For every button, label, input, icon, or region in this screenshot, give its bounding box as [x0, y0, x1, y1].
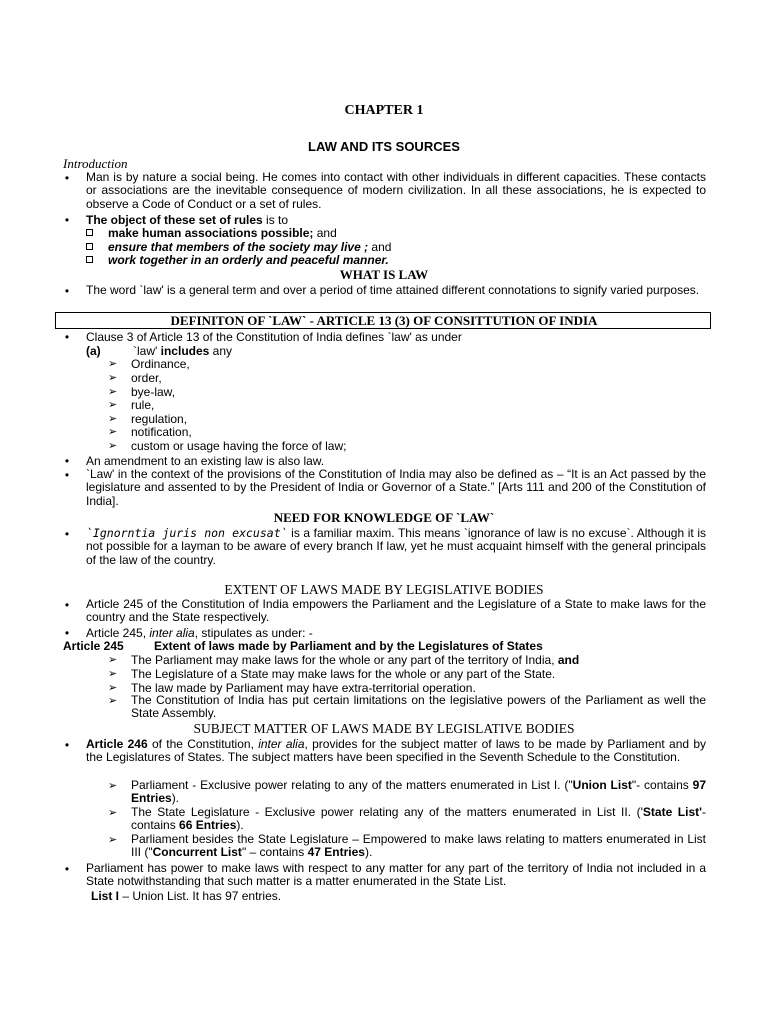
- article-245-inter-alia: [86, 626, 313, 640]
- list-power-item: [131, 833, 706, 860]
- item-b: State List': [642, 805, 702, 819]
- article-246-paragraph: [86, 738, 706, 765]
- bullet-icon: •: [64, 284, 70, 298]
- sub-a-bold: includes: [160, 344, 210, 358]
- list-power-item: [131, 779, 706, 806]
- arrow-bullet-icon: ➢: [108, 371, 118, 384]
- sub-a-post: any: [209, 344, 233, 358]
- clause-line: Clause 3 of Article 13 of the Constitution of India defines `law' as under: [86, 330, 462, 344]
- arrow-bullet-icon: ➢: [108, 806, 118, 819]
- art246-italic: inter alia: [258, 737, 305, 751]
- arrow-bullet-icon: ➢: [108, 412, 118, 425]
- bullet-icon: •: [64, 626, 70, 640]
- article-245-label: Article 245: [63, 639, 124, 653]
- checkbox-bullet-icon: [86, 226, 94, 234]
- item-c: " – contains: [241, 845, 308, 860]
- arrow-bullet-icon: ➢: [108, 681, 118, 694]
- object-line: [86, 213, 288, 227]
- inter-italic: inter alia: [149, 626, 195, 640]
- list-i-line: [91, 889, 281, 903]
- list-power-item: [131, 806, 706, 833]
- maxim-paragraph: [86, 527, 706, 567]
- inter-post: , stipulates as under: -: [194, 626, 313, 640]
- arrow-bullet-icon: ➢: [108, 779, 118, 792]
- bullet-icon: •: [64, 862, 70, 876]
- item-a: Parliament besides the State Legislature – Empowered to make laws relating to matters enumerated in List III (": [131, 832, 706, 860]
- item-text: The Parliament may make laws for the whole or any part of the territory of India,: [131, 653, 558, 667]
- article-245-title: Extent of laws made by Parliament and by the Legislatures of States: [154, 639, 543, 653]
- need-knowledge-heading: NEED FOR KNOWLEDGE OF `LAW`: [273, 510, 495, 525]
- bullet-icon: •: [64, 171, 70, 185]
- object-item-rest: and: [368, 240, 392, 254]
- item-e: ).: [236, 818, 244, 833]
- object-rest: is to: [262, 213, 289, 227]
- intro-heading: Introduction: [63, 156, 128, 171]
- parliament-power-paragraph: Parliament has power to make laws with respect to any matter for any part of the territory of India not included in a State notwithstanding that such matter is a matter enumerated in the State List.: [86, 861, 706, 889]
- item-d: 97 Entries: [131, 778, 706, 806]
- maxim-italic: `Ignorntia juris non excusat`: [86, 526, 288, 540]
- item-a: Parliament - Exclusive power relating to any of the matters enumerated in List I. (": [131, 778, 573, 792]
- object-item: [108, 226, 337, 240]
- bullet-icon: •: [64, 454, 70, 468]
- arrow-bullet-icon: ➢: [108, 833, 118, 846]
- law-item: custom or usage having the force of law;: [131, 439, 347, 453]
- article-245-item: [131, 653, 579, 667]
- sub-a-line: [133, 344, 232, 358]
- arrow-bullet-icon: ➢: [108, 385, 118, 398]
- bullet-icon: •: [64, 468, 70, 482]
- art246-a: of the Constitution,: [147, 737, 259, 751]
- definition-heading: DEFINITON OF `LAW` - ARTICLE 13 (3) OF CONSITTUTION OF INDIA: [170, 313, 598, 328]
- item-d: 47 Entries: [307, 845, 365, 860]
- art246-b: , provides for the subject matter of laws to be made by Parliament and by the Legislatures of States. The subject matters have been specified in the Seventh Schedule to the Constitution.: [86, 737, 706, 765]
- law-item: Ordinance,: [131, 357, 190, 371]
- law-item: regulation,: [131, 412, 188, 426]
- item-e: ).: [364, 845, 373, 860]
- chapter-number: CHAPTER 1: [344, 103, 424, 118]
- arrow-bullet-icon: ➢: [108, 357, 118, 370]
- amendment-line: An amendment to an existing law is also law.: [86, 454, 325, 468]
- subject-matter-heading: SUBJECT MATTER OF LAWS MADE BY LEGISLATIVE BODIES: [193, 721, 575, 736]
- item-b: Concurrent List: [152, 845, 242, 860]
- law-context-paragraph: `Law' in the context of the provisions of the Constitution of India may also be defined as – “It is an Act passed by the legislature and assented to by the President of India or Governor of a State.” [Arts 111 and 200 of the Constitution of India].: [86, 467, 706, 508]
- item-c: "- contains: [631, 778, 693, 792]
- bullet-icon: •: [64, 213, 70, 227]
- object-item-bold-italic: work together in an orderly and peaceful manner.: [108, 253, 389, 267]
- arrow-bullet-icon: ➢: [108, 694, 118, 707]
- bullet-icon: •: [64, 738, 70, 752]
- article-245-item: The law made by Parliament may have extra-territorial operation.: [131, 681, 476, 695]
- article-245-item: The Legislature of a State may make laws for the whole or any part of the State.: [131, 667, 556, 681]
- object-item-rest: and: [313, 226, 337, 240]
- list-i-rest: – Union List. It has 97 entries.: [119, 889, 282, 903]
- bullet-icon: •: [64, 527, 70, 541]
- article-245-item: The Constitution of India has put certain limitations on the legislative powers of the Parliament as well the State Assembly.: [131, 693, 706, 721]
- object-item-bold: make human associations possible;: [108, 226, 314, 240]
- extent-heading: EXTENT OF LAWS MADE BY LEGISLATIVE BODIES: [224, 582, 544, 597]
- law-item: rule,: [131, 398, 155, 412]
- checkbox-bullet-icon: [86, 253, 94, 261]
- bullet-icon: •: [64, 330, 70, 344]
- object-item-bold-italic: ensure that members of the society may live ;: [108, 240, 369, 254]
- inter-pre: Article 245,: [86, 626, 150, 640]
- object-item: [108, 253, 389, 267]
- maxim-rest: is a familiar maxim. This means `ignorance of law is no excuse`. Although it is not possible for a layman to be aware of every branch If law, yet he must acquaint himself with the general principals of the law of the country.: [86, 526, 706, 567]
- item-a: The State Legislature - Exclusive power relating any of the matters enumerated in List II. (': [131, 805, 643, 819]
- object-bold: The object of these set of rules: [86, 213, 263, 227]
- intro-paragraph: Man is by nature a social being. He comes into contact with other individuals in different capacities. These contacts or associations are the inevitable consequence of modern civilization. In all these associations, he is expected to observe a Code of Conduct or a set of rules.: [86, 170, 706, 211]
- arrow-bullet-icon: ➢: [108, 439, 118, 452]
- checkbox-bullet-icon: [86, 240, 94, 248]
- law-item: notification,: [131, 425, 192, 439]
- item-d: 66 Entries: [179, 818, 237, 833]
- art246-bold: Article 246: [86, 737, 148, 751]
- item-e: ).: [171, 791, 180, 806]
- arrow-bullet-icon: ➢: [108, 653, 118, 666]
- article-245-paragraph: Article 245 of the Constitution of India empowers the Parliament and the Legislature of a State to make laws for the country and the State respectively.: [86, 597, 706, 625]
- law-item: order,: [131, 371, 162, 385]
- arrow-bullet-icon: ➢: [108, 425, 118, 438]
- list-i-bold: List I: [91, 889, 120, 903]
- law-item: bye-law,: [131, 385, 176, 399]
- what-is-law-heading: WHAT IS LAW: [339, 267, 429, 282]
- chapter-title: LAW AND ITS SOURCES: [308, 139, 460, 154]
- sub-a-label: (a): [86, 344, 101, 358]
- arrow-bullet-icon: ➢: [108, 667, 118, 680]
- object-item: [108, 240, 391, 254]
- item-b: Union List: [572, 778, 632, 792]
- sub-a-pre: `law': [133, 344, 161, 358]
- arrow-bullet-icon: ➢: [108, 398, 118, 411]
- item-bold: and: [557, 653, 580, 667]
- bullet-icon: •: [64, 598, 70, 612]
- item-c: - contains: [131, 805, 706, 833]
- word-law-paragraph: The word `law' is a general term and over a period of time attained different connotations to signify varied purposes.: [86, 283, 700, 297]
